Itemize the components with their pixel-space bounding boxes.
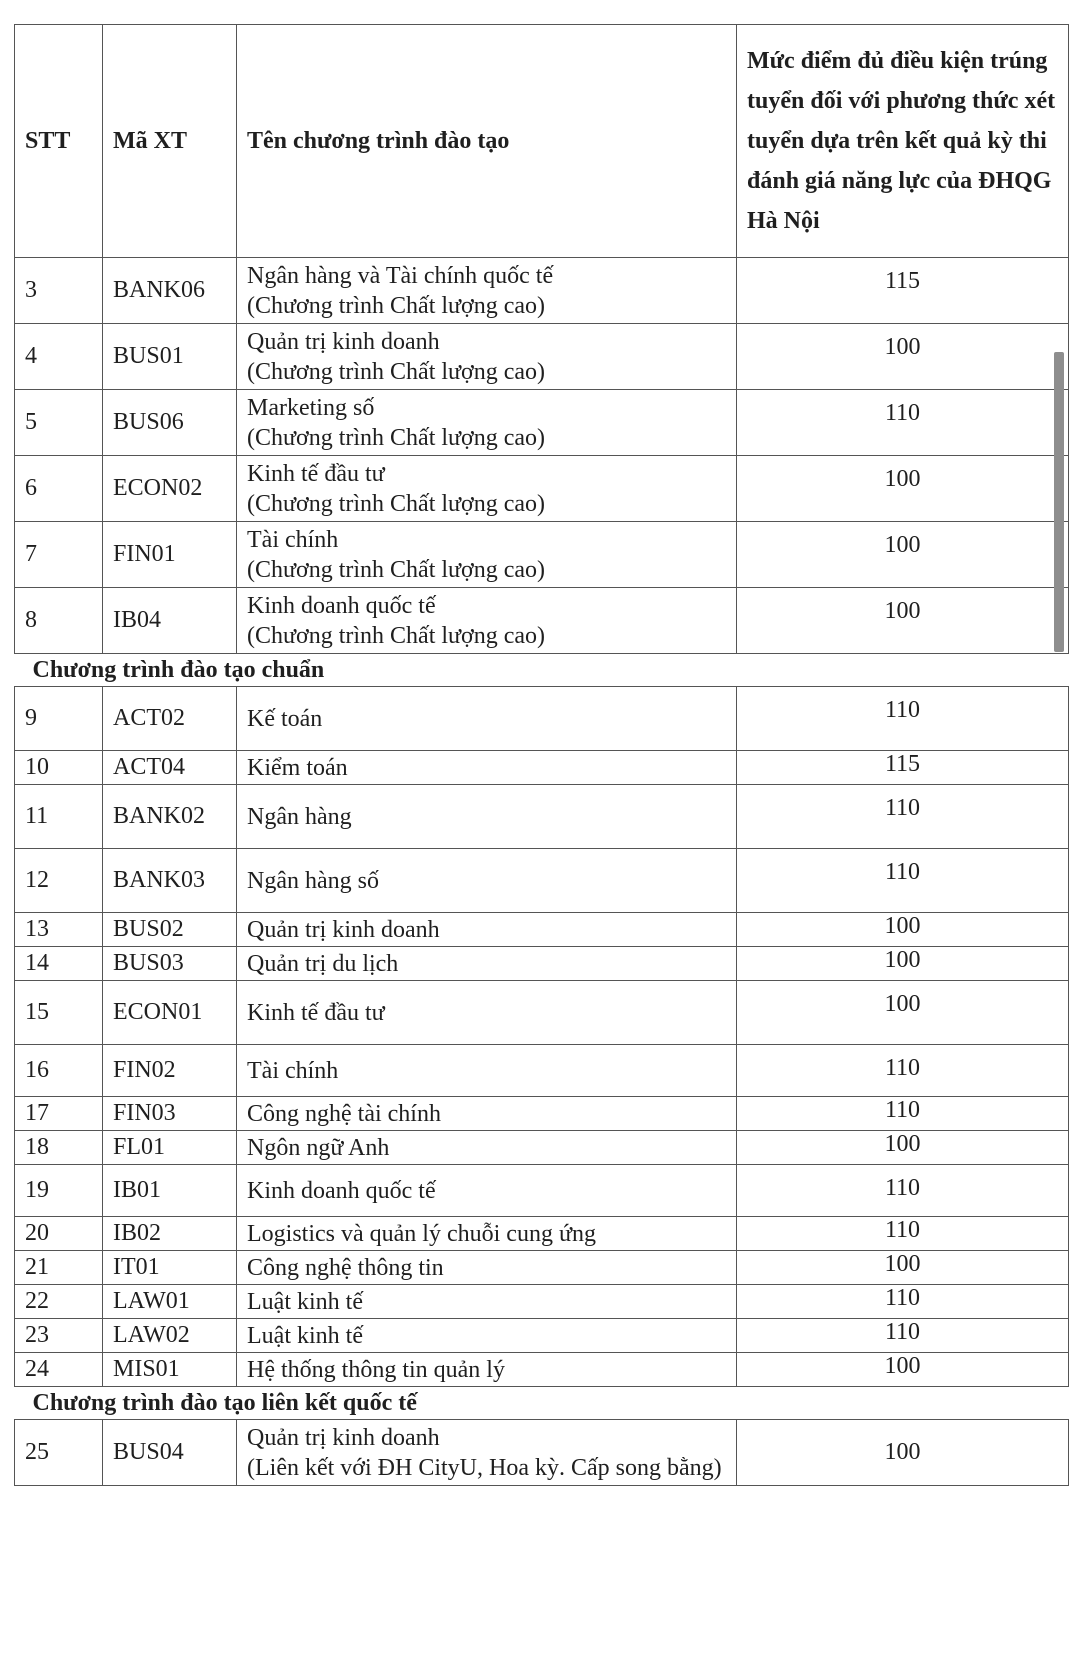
cell-code: BUS02 — [103, 913, 237, 947]
table-row — [15, 390, 1069, 456]
cell-name: Hệ thống thông tin quản lý — [237, 1353, 737, 1387]
cell-score: 110 — [737, 1165, 1069, 1217]
table-row — [15, 588, 1069, 654]
cell-name — [237, 1420, 737, 1486]
cell-code: BUS04 — [103, 1420, 237, 1486]
cell-stt: 4 — [15, 324, 103, 390]
cell-score: 110 — [737, 1097, 1069, 1131]
cell-score: 110 — [737, 390, 1069, 456]
table-row — [15, 1285, 1069, 1319]
cell-name — [237, 390, 737, 456]
cell-code: IT01 — [103, 1251, 237, 1285]
table-row — [15, 1319, 1069, 1353]
cell-score: 110 — [737, 849, 1069, 913]
cell-name: Ngôn ngữ Anh — [237, 1131, 737, 1165]
program-name: Quản trị kinh doanh — [247, 1424, 440, 1451]
cell-stt: 6 — [15, 456, 103, 522]
section-title-standard: Chương trình đào tạo chuẩn — [15, 654, 1069, 687]
cell-name: Luật kinh tế — [237, 1285, 737, 1319]
cell-name: Quản trị du lịch — [237, 947, 737, 981]
cell-name: Tài chính — [237, 1045, 737, 1097]
cell-code: ECON02 — [103, 456, 237, 522]
cell-score: 100 — [737, 456, 1069, 522]
cell-name — [237, 522, 737, 588]
header-code: Mã XT — [103, 25, 237, 258]
cell-stt: 17 — [15, 1097, 103, 1131]
cell-stt: 11 — [15, 785, 103, 849]
cell-code: IB01 — [103, 1165, 237, 1217]
cell-name: Công nghệ tài chính — [237, 1097, 737, 1131]
cell-code: LAW02 — [103, 1319, 237, 1353]
cell-name: Ngân hàng — [237, 785, 737, 849]
table-row — [15, 785, 1069, 849]
cell-stt: 8 — [15, 588, 103, 654]
table-row — [15, 456, 1069, 522]
cell-stt: 21 — [15, 1251, 103, 1285]
cell-name: Quản trị kinh doanh — [237, 913, 737, 947]
cell-score: 110 — [737, 1045, 1069, 1097]
cell-name: Luật kinh tế — [237, 1319, 737, 1353]
cell-score: 100 — [737, 981, 1069, 1045]
cell-score: 110 — [737, 1217, 1069, 1251]
cell-score: 100 — [737, 1251, 1069, 1285]
cell-name: Logistics và quản lý chuỗi cung ứng — [237, 1217, 737, 1251]
cell-name: Kinh doanh quốc tế — [237, 1165, 737, 1217]
table-row — [15, 1217, 1069, 1251]
cell-code: BUS01 — [103, 324, 237, 390]
cell-stt: 25 — [15, 1420, 103, 1486]
section-title-joint: Chương trình đào tạo liên kết quốc tế — [15, 1387, 1069, 1420]
admission-score-table — [14, 24, 1069, 1486]
table-row — [15, 947, 1069, 981]
cell-stt: 12 — [15, 849, 103, 913]
cell-score: 100 — [737, 588, 1069, 654]
table-row — [15, 522, 1069, 588]
cell-code: FIN01 — [103, 522, 237, 588]
cell-score: 115 — [737, 751, 1069, 785]
cell-name: Ngân hàng số — [237, 849, 737, 913]
scrollbar[interactable] — [1054, 352, 1064, 652]
program-note: (Chương trình Chất lượng cao) — [247, 424, 546, 451]
cell-score: 110 — [737, 687, 1069, 751]
cell-stt: 22 — [15, 1285, 103, 1319]
cell-name: Kinh tế đầu tư — [237, 981, 737, 1045]
cell-code: BANK06 — [103, 258, 237, 324]
cell-code: IB04 — [103, 588, 237, 654]
table-row — [15, 324, 1069, 390]
cell-code: BANK02 — [103, 785, 237, 849]
cell-stt: 13 — [15, 913, 103, 947]
cell-stt: 10 — [15, 751, 103, 785]
cell-score: 100 — [737, 947, 1069, 981]
program-note: (Chương trình Chất lượng cao) — [247, 292, 546, 319]
program-note: (Chương trình Chất lượng cao) — [247, 490, 546, 517]
table-row — [15, 913, 1069, 947]
cell-stt: 24 — [15, 1353, 103, 1387]
cell-code: FIN03 — [103, 1097, 237, 1131]
program-name: Kinh doanh quốc tế — [247, 592, 436, 619]
program-name: Ngân hàng và Tài chính quốc tế — [247, 262, 554, 289]
program-name: Kinh tế đầu tư — [247, 460, 385, 487]
cell-code: BANK03 — [103, 849, 237, 913]
cell-stt: 23 — [15, 1319, 103, 1353]
table-row — [15, 1420, 1069, 1486]
cell-name — [237, 258, 737, 324]
section-row — [15, 1387, 1069, 1420]
cell-score: 100 — [737, 522, 1069, 588]
cell-code: ACT02 — [103, 687, 237, 751]
cell-code: LAW01 — [103, 1285, 237, 1319]
cell-score: 100 — [737, 1420, 1069, 1486]
header-name: Tên chương trình đào tạo — [237, 25, 737, 258]
cell-name — [237, 588, 737, 654]
cell-score: 100 — [737, 1353, 1069, 1387]
section-row — [15, 654, 1069, 687]
table-row — [15, 1251, 1069, 1285]
cell-stt: 3 — [15, 258, 103, 324]
cell-name — [237, 456, 737, 522]
table-row — [15, 258, 1069, 324]
table-row — [15, 1131, 1069, 1165]
program-name: Tài chính — [247, 526, 339, 553]
table-row — [15, 1097, 1069, 1131]
cell-code: ACT04 — [103, 751, 237, 785]
cell-stt: 7 — [15, 522, 103, 588]
cell-stt: 14 — [15, 947, 103, 981]
table-row — [15, 981, 1069, 1045]
cell-stt: 9 — [15, 687, 103, 751]
cell-code: BUS06 — [103, 390, 237, 456]
cell-code: BUS03 — [103, 947, 237, 981]
cell-score: 110 — [737, 1285, 1069, 1319]
table-row — [15, 1165, 1069, 1217]
cell-code: FL01 — [103, 1131, 237, 1165]
cell-code: ECON01 — [103, 981, 237, 1045]
table-row — [15, 1353, 1069, 1387]
program-name: Marketing số — [247, 394, 375, 421]
cell-code: IB02 — [103, 1217, 237, 1251]
program-note: (Chương trình Chất lượng cao) — [247, 556, 546, 583]
header-score: Mức điểm đủ điều kiện trúng tuyển đối với phương thức xét tuyển dựa trên kết quả kỳ thi đánh giá năng lực của ĐHQG Hà Nội — [737, 25, 1069, 258]
cell-name: Kiểm toán — [237, 751, 737, 785]
table-row — [15, 849, 1069, 913]
cell-stt: 19 — [15, 1165, 103, 1217]
program-note: (Chương trình Chất lượng cao) — [247, 622, 546, 649]
header-row — [15, 25, 1069, 258]
cell-stt: 5 — [15, 390, 103, 456]
table-row — [15, 687, 1069, 751]
cell-score: 110 — [737, 1319, 1069, 1353]
cell-stt: 15 — [15, 981, 103, 1045]
cell-score: 100 — [737, 913, 1069, 947]
cell-stt: 18 — [15, 1131, 103, 1165]
cell-score: 100 — [737, 324, 1069, 390]
cell-stt: 20 — [15, 1217, 103, 1251]
table-row — [15, 1045, 1069, 1097]
cell-stt: 16 — [15, 1045, 103, 1097]
program-note: (Liên kết với ĐH CityU, Hoa kỳ. Cấp song bằng) — [247, 1454, 722, 1481]
program-note: (Chương trình Chất lượng cao) — [247, 358, 546, 385]
cell-name: Công nghệ thông tin — [237, 1251, 737, 1285]
cell-code: MIS01 — [103, 1353, 237, 1387]
cell-score: 110 — [737, 785, 1069, 849]
program-name: Quản trị kinh doanh — [247, 328, 440, 355]
header-stt: STT — [15, 25, 103, 258]
cell-score: 115 — [737, 258, 1069, 324]
cell-name — [237, 324, 737, 390]
cell-code: FIN02 — [103, 1045, 237, 1097]
cell-score: 100 — [737, 1131, 1069, 1165]
cell-name: Kế toán — [237, 687, 737, 751]
table-row — [15, 751, 1069, 785]
